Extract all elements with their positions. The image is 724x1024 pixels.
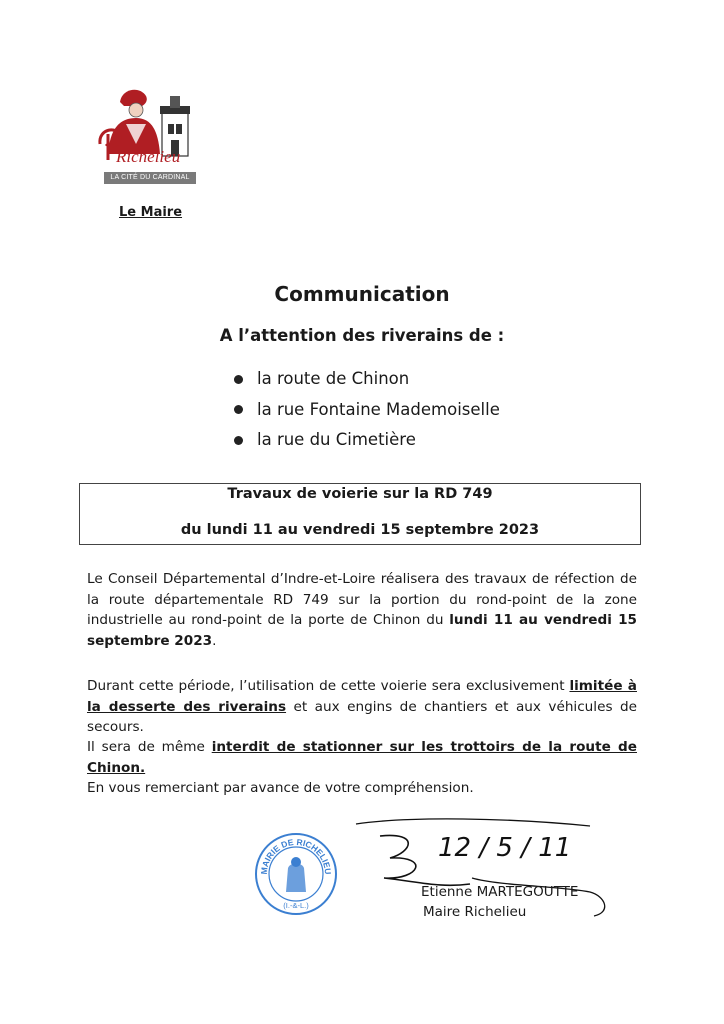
streets-list <box>234 364 500 456</box>
paragraph-end: . <box>212 632 217 649</box>
street-name: la rue du Cimetière <box>257 430 416 450</box>
logo-caption: LA CITÉ DU CARDINAL <box>104 172 196 184</box>
paragraph-end: et aux engins de chantiers et aux véhicules de secours. <box>87 698 637 735</box>
works-title: Travaux de voierie sur la RD 749 <box>227 486 493 502</box>
stamp-text: MAIRIE DE RICHELIEU <box>258 836 334 875</box>
stamp-sub: (I.-&-L.) <box>283 901 309 910</box>
list-item <box>234 425 500 456</box>
page-title: Communication <box>274 282 450 306</box>
richelieu-logo <box>96 84 200 186</box>
logo-wordmark: Richelieu <box>116 147 181 166</box>
author-label: Le Maire <box>119 205 183 220</box>
bullet-icon <box>234 436 243 445</box>
paragraph-text: Durant cette période, l’utilisation de cette voierie sera exclusivement <box>87 678 570 694</box>
list-item <box>234 364 500 395</box>
works-dates: du lundi 11 au vendredi 15 septembre 2023 <box>180 522 540 538</box>
signatory-name: Etienne MARTEGOUTTE <box>421 884 579 900</box>
paragraph-text: Il sera de même <box>87 739 212 755</box>
signature-handwritten-date: 12 / 5 / 11 <box>438 833 572 863</box>
paragraph-bold: lundi 11 au vendredi 15 septembre 2023 <box>87 612 638 649</box>
paragraph-emphasis: interdit de stationner sur les trottoirs de la route de Chinon. <box>87 739 637 776</box>
paragraph-3 <box>87 737 637 778</box>
street-name: la route de Chinon <box>257 369 410 389</box>
signatory-role: Maire Richelieu <box>423 904 527 920</box>
paragraph-text: Le Conseil Départemental d’Indre-et-Loire réalisera des travaux de réfection de la route départementale RD 749 sur la portion du rond-point de la zone industrielle au rond-point de la porte de Chinon du <box>87 571 637 628</box>
paragraph-2 <box>87 676 637 738</box>
bullet-icon <box>234 405 243 414</box>
paragraph-1 <box>87 569 637 651</box>
street-name: la rue Fontaine Mademoiselle <box>257 399 500 419</box>
bullet-icon <box>234 375 243 384</box>
paragraph-4: En vous remerciant par avance de votre compréhension. <box>87 780 474 796</box>
paragraph-emphasis: limitée à la desserte des riverains <box>87 678 637 715</box>
page-subtitle: A l’attention des riverains de : <box>219 326 505 345</box>
mairie-stamp <box>254 832 338 916</box>
list-item <box>234 395 500 426</box>
